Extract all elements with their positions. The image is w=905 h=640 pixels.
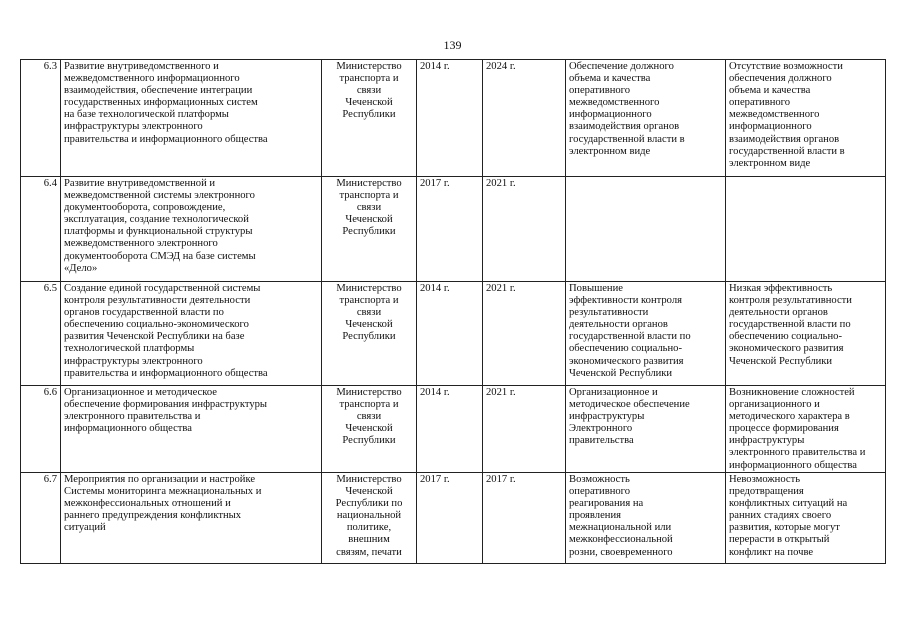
activity-name: Развитие внутриведомственной и межведомственной системы электронного документооборота, сопровождение, эксплуатация, создание технологической платформы и функциональной структуры межведомственного электронного документооборота СМЭД на базе системы «Дело» <box>61 177 322 282</box>
end-year: 2021 г. <box>483 386 566 473</box>
table-row <box>21 60 886 177</box>
risk-consequence: Отсутствие возможности обеспечения должного объема и качества оперативного межведомственного информационного взаимодействия органов государственной власти в электронном виде <box>726 60 886 177</box>
executor: Министерство транспорта и связи Чеченской Республики <box>322 386 417 473</box>
expected-result: Повышение эффективности контроля результативности деятельности органов государственной власти по обеспечению социально- экономического развития Чеченской Республики <box>566 282 726 386</box>
start-year: 2014 г. <box>417 282 483 386</box>
item-number: 6.3 <box>21 60 61 177</box>
executor: Министерство транспорта и связи Чеченской Республики <box>322 282 417 386</box>
item-number: 6.4 <box>21 177 61 282</box>
risk-consequence <box>726 177 886 282</box>
start-year: 2017 г. <box>417 177 483 282</box>
activity-name: Развитие внутриведомственного и межведомственного информационного взаимодействия, обеспечение интеграции государственных информационных систем на базе технологической платформы инфраструктуры электронного правительства и информационного общества <box>61 60 322 177</box>
end-year: 2017 г. <box>483 473 566 564</box>
activity-name: Мероприятия по организации и настройке Системы мониторинга межнациональных и межконфессиональных отношений и раннего предупреждения конфликтных ситуаций <box>61 473 322 564</box>
item-number: 6.6 <box>21 386 61 473</box>
end-year: 2021 г. <box>483 177 566 282</box>
start-year: 2014 г. <box>417 60 483 177</box>
executor: Министерство транспорта и связи Чеченской Республики <box>322 177 417 282</box>
end-year: 2021 г. <box>483 282 566 386</box>
start-year: 2017 г. <box>417 473 483 564</box>
item-number: 6.5 <box>21 282 61 386</box>
risk-consequence: Невозможность предотвращения конфликтных ситуаций на ранних стадиях своего развития, которые могут перерасти в открытый конфликт на почве <box>726 473 886 564</box>
executor: Министерство транспорта и связи Чеченской Республики <box>322 60 417 177</box>
activity-name: Создание единой государственной системы контроля результативности деятельности органов государственной власти по обеспечению социально-экономического развития Чеченской Республики на базе технологической платформы инфраструктуры электронного правительства и информационного общества <box>61 282 322 386</box>
executor: Министерство Чеченской Республики по национальной политике, внешним связям, печати <box>322 473 417 564</box>
end-year: 2024 г. <box>483 60 566 177</box>
start-year: 2014 г. <box>417 386 483 473</box>
activity-name: Организационное и методическое обеспечение формирования инфраструктуры электронного правительства и информационного общества <box>61 386 322 473</box>
table-row <box>21 177 886 282</box>
item-number: 6.7 <box>21 473 61 564</box>
risk-consequence: Возникновение сложностей организационного и методического характера в процессе формирования инфраструктуры электронного правительства и информационного общества <box>726 386 886 473</box>
page-number: 139 <box>443 38 462 52</box>
risk-consequence: Низкая эффективность контроля результативности деятельности органов государственной власти по обеспечению социально- экономического развития Чеченской Республики <box>726 282 886 386</box>
expected-result: Возможность оперативного реагирования на проявления межнациональной или межконфессиональной розни, своевременного <box>566 473 726 564</box>
expected-result: Обеспечение должного объема и качества оперативного межведомственного информационного взаимодействия органов государственной власти в электронном виде <box>566 60 726 177</box>
program-activities-table <box>20 59 886 564</box>
table-row <box>21 473 886 564</box>
table-row <box>21 386 886 473</box>
expected-result: Организационное и методическое обеспечение инфраструктуры Электронного правительства <box>566 386 726 473</box>
table-row <box>21 282 886 386</box>
expected-result <box>566 177 726 282</box>
